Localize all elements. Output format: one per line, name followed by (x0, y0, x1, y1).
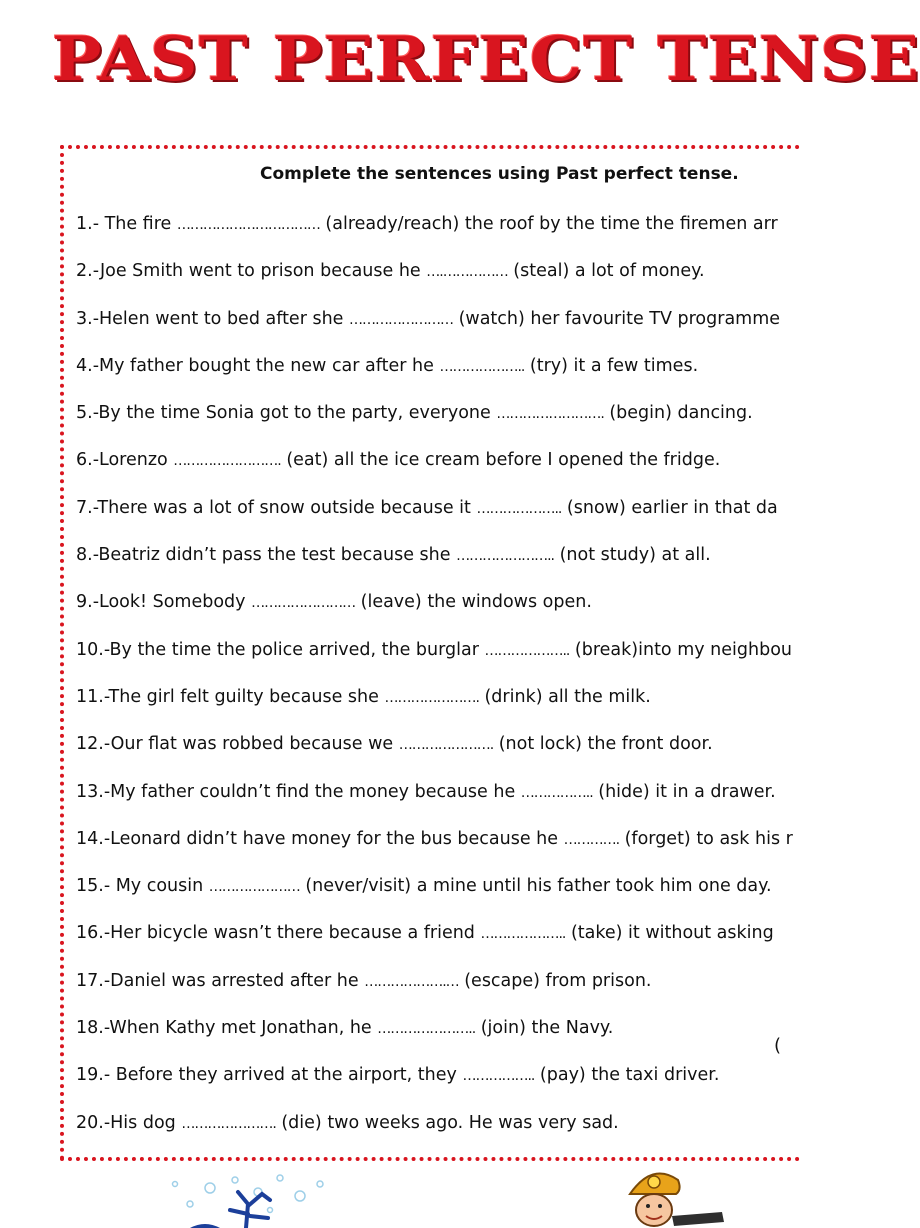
sentence-text: 9.-Look! Somebody (76, 592, 252, 613)
sentence-text: (die) two weeks ago. He was very sad. (275, 1112, 619, 1133)
sentence-text: (try) it a few times. (524, 355, 699, 376)
sentence-text: (join) the Navy. (475, 1018, 614, 1039)
sentence-text: 11.-The girl felt guilty because she (76, 686, 385, 707)
sentence-text: (begin) dancing. (603, 403, 753, 424)
answer-blank[interactable]: …………………… (251, 595, 356, 612)
sentence-text: 8.-Beatriz didn’t pass the test because she (76, 545, 457, 566)
sentence-text: (steal) a lot of money. (507, 261, 705, 282)
sentence-text: (take) it without asking (565, 923, 774, 944)
answer-blank[interactable]: ……………………. (173, 453, 281, 470)
sentence-8 (76, 532, 793, 579)
answer-blank[interactable]: …………. (563, 831, 620, 848)
sentence-10 (76, 627, 793, 674)
sentence-text: (drink) all the milk. (478, 686, 651, 707)
answer-blank[interactable]: …………….. (462, 1068, 535, 1085)
sentence-18 (76, 1005, 793, 1052)
instruction: Complete the sentences using Past perfect tense. (260, 164, 739, 184)
sentence-text: 4.-My father bought the new car after he (76, 355, 440, 376)
sentence-text: (not study) at all. (554, 545, 711, 566)
sentence-text: 19.- Before they arrived at the airport, they (76, 1065, 463, 1086)
sentence-16 (76, 910, 793, 957)
sentence-20 (76, 1100, 793, 1147)
sentence-text: (break)into my neighbou (569, 639, 792, 660)
sentence-17 (76, 958, 793, 1005)
answer-blank[interactable]: …………………………… (176, 217, 320, 233)
answer-blank[interactable]: …………………. (181, 1115, 276, 1132)
sentence-15 (76, 863, 793, 910)
sentence-text: 3.-Helen went to bed after she (76, 308, 349, 329)
answer-blank[interactable]: …………….. (520, 784, 593, 801)
sentence-2 (76, 248, 793, 295)
sentence-text: (pay) the taxi driver. (534, 1065, 720, 1086)
sentence-text: (forget) to ask his r (619, 828, 793, 849)
sentence-text: 17.-Daniel was arrested after he (76, 970, 365, 991)
answer-blank[interactable]: ……………….… (364, 973, 459, 990)
snowy-tree-icon (150, 1170, 350, 1228)
sentence-text: (hide) it in a drawer. (592, 781, 776, 802)
answer-blank[interactable]: ……………….. (484, 642, 570, 659)
sentence-12 (76, 721, 793, 768)
sentence-13 (76, 769, 793, 816)
sentence-11 (76, 674, 793, 721)
sentence-1 (76, 201, 793, 248)
sentence-text: 1.- The fire (76, 214, 177, 234)
sentence-4 (76, 343, 793, 390)
sentence-text: (leave) the windows open. (355, 592, 592, 613)
answer-blank[interactable]: ……………….. (480, 926, 566, 943)
sentence-text: (already/reach) the roof by the time the firemen arr (319, 214, 778, 234)
sentence-text: (not lock) the front door. (493, 734, 713, 755)
sentence-text: 6.-Lorenzo (76, 450, 174, 471)
sentence-text: 10.-By the time the police arrived, the burglar (76, 639, 485, 660)
sentence-text: (escape) from prison. (458, 970, 652, 991)
sentence-text: 18.-When Kathy met Jonathan, he (76, 1018, 378, 1039)
sentence-text: 13.-My father couldn’t find the money because he (76, 781, 521, 802)
worksheet-title: PAST PERFECT TENSE (52, 22, 920, 95)
answer-blank[interactable]: ….…………… (426, 264, 508, 281)
sentence-text: 15.- My cousin (76, 876, 209, 897)
sentence-text: 7.-There was a lot of snow outside because it (76, 497, 477, 518)
sentence-text: 2.-Joe Smith went to prison because he (76, 261, 427, 282)
fireman-icon (612, 1160, 732, 1228)
answer-blank[interactable]: ………………… (208, 879, 300, 896)
sentence-text: 5.-By the time Sonia got to the party, everyone (76, 403, 497, 424)
sentence-list (76, 201, 793, 1147)
sentence-text: 20.-His dog (76, 1112, 182, 1133)
sentence-6 (76, 437, 793, 484)
answer-blank[interactable]: ……………….. (476, 500, 562, 517)
answer-blank[interactable]: …………………. (384, 689, 479, 706)
answer-blank[interactable]: ………………….. (456, 548, 554, 565)
sentence-text: (snow) earlier in that da (561, 497, 778, 518)
sentence-text: 14.-Leonard didn’t have money for the bus because he (76, 828, 564, 849)
sentence-text: 16.-Her bicycle wasn’t there because a friend (76, 923, 481, 944)
sentence-text: (never/visit) a mine until his father took him one day. (299, 876, 772, 897)
sentence-text: 12.-Our flat was robbed because we (76, 734, 399, 755)
sentence-3 (76, 296, 793, 343)
answer-blank[interactable]: ……………….. (439, 358, 525, 375)
exercise-box (60, 145, 800, 1161)
answer-blank[interactable]: …………………. (398, 737, 494, 754)
sentence-7 (76, 485, 793, 532)
sentence-text: (eat) all the ice cream before I opened the fridge. (280, 450, 721, 471)
sentence-19 (76, 1052, 793, 1099)
answer-blank[interactable]: …………………… (349, 311, 453, 328)
sentence-5 (76, 390, 793, 437)
sentence-text: (watch) her favourite TV programme (453, 308, 781, 329)
answer-blank[interactable]: ……………………. (496, 406, 604, 423)
sentence-14 (76, 816, 793, 863)
answer-blank[interactable]: ………………….. (377, 1021, 476, 1038)
sentence-9 (76, 579, 793, 626)
stray-parenthesis: ( (774, 1035, 782, 1056)
